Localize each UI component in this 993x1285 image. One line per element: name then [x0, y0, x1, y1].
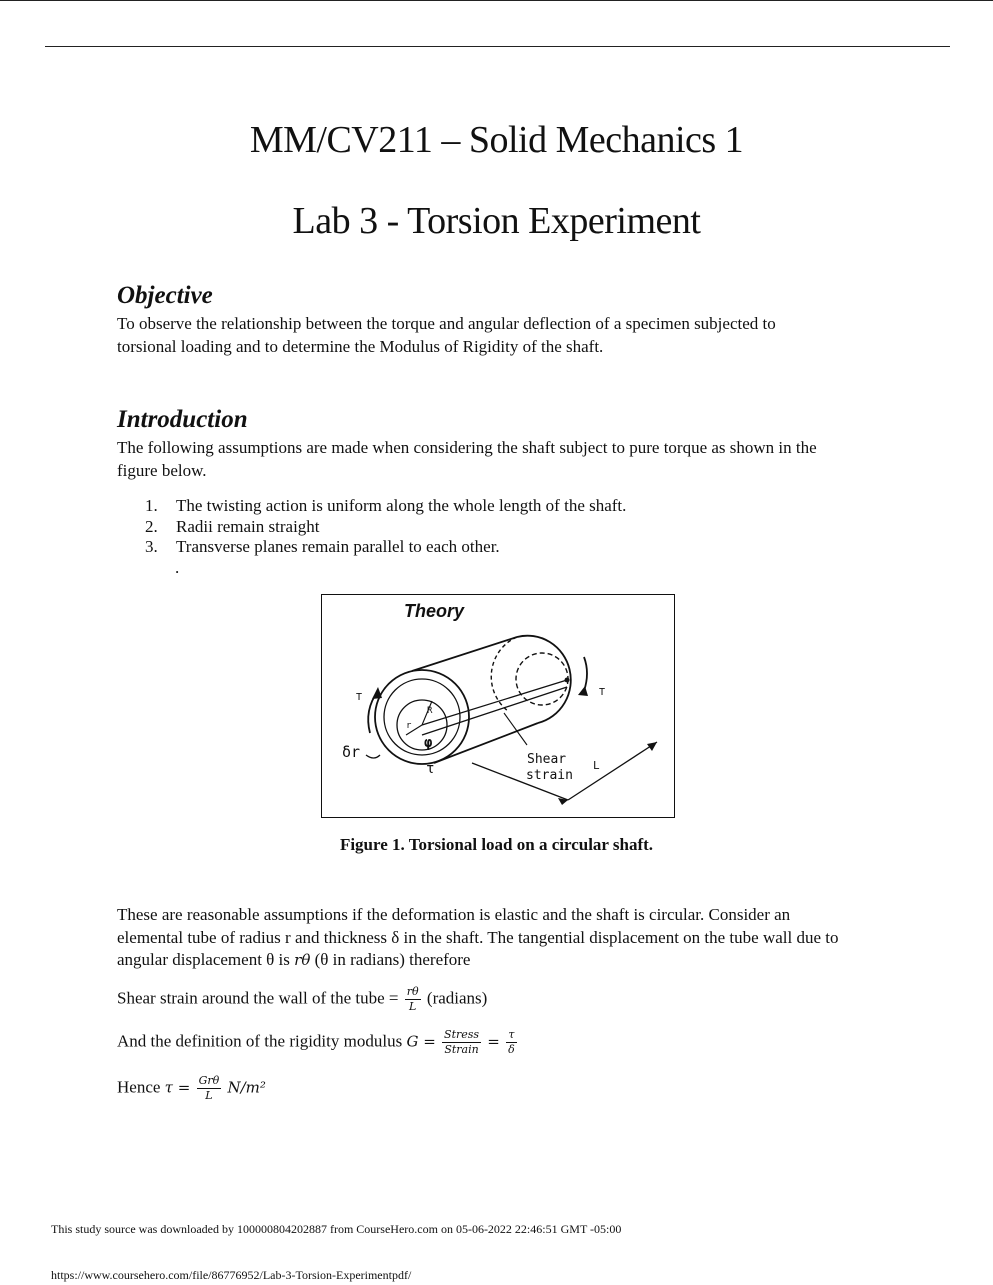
introduction-heading: Introduction	[117, 406, 248, 433]
label-strain: strain	[526, 768, 573, 783]
torque-right-arrow-arc	[584, 657, 587, 691]
label-small-r: r	[406, 721, 412, 731]
shear-strain-equation: Shear strain around the wall of the tube = $\frac{r\theta}{L}$ (radians)	[117, 985, 488, 1013]
label-big-r: R	[427, 706, 433, 716]
stress-strain-fraction: $\frac{\text{Stress}}{\text{Strain}}$	[444, 1028, 480, 1056]
label-shear: Shear	[527, 752, 567, 767]
header-rule	[45, 46, 950, 47]
objective-line-2: torsional loading and to determine the Modulus of Rigidity of the shaft.	[117, 336, 604, 356]
body-paragraph	[117, 904, 917, 972]
introduction-line-2: figure below.	[117, 460, 207, 480]
hence-fraction: $\frac{\text{Grθ}}{L}$	[198, 1074, 220, 1102]
objective-paragraph	[117, 313, 897, 358]
list-item: 2. Radii remain straight	[145, 516, 320, 536]
label-length: L	[593, 759, 600, 772]
hence-equation: Hence τ = $\frac{\text{Grθ}}{L}$ N/m²	[117, 1074, 266, 1102]
label-t-right: T	[599, 687, 606, 698]
inner-tube-dashed	[516, 653, 568, 705]
far-end-arc	[517, 636, 571, 723]
introduction-paragraph	[117, 437, 897, 482]
torque-left-arrowhead	[372, 687, 382, 699]
source-url[interactable]: https://www.coursehero.com/file/86776952/Lab-3-Torsion-Experimentpdf/	[51, 1268, 412, 1282]
label-tau: τ	[426, 761, 435, 777]
tube-point	[565, 678, 570, 683]
course-title: MM/CV211 – Solid Mechanics 1	[249, 119, 744, 161]
figure-title: Theory	[404, 601, 465, 621]
stray-dot: .	[175, 558, 180, 577]
introduction-line-1: The following assumptions are made when considering the shaft subject to pure torque as shown in the	[117, 438, 817, 457]
objective-heading: Objective	[117, 282, 213, 309]
shaft-radius-line	[422, 680, 567, 725]
length-arrowhead-right	[647, 742, 657, 751]
shaft-radius-line-2	[422, 687, 567, 735]
tau-delta-fraction: $\frac{\tau}{\delta}$	[508, 1028, 515, 1056]
figure-caption: Figure 1. Torsional load on a circular shaft.	[339, 835, 654, 854]
length-dim-line	[568, 742, 657, 800]
objective-line-1: To observe the relationship between the torque and angular deflection of a specimen subjected to	[117, 314, 776, 333]
label-delta-r: δr	[342, 743, 361, 761]
top-border-line	[0, 0, 993, 1]
label-t-left: T	[356, 692, 363, 703]
assumption-list	[145, 496, 626, 558]
lab-title: Lab 3 - Torsion Experiment	[292, 200, 701, 242]
torque-right-arrowhead	[578, 686, 588, 696]
download-note: This study source was downloaded by 100000804202887 from CourseHero.com on 05-06-2022 22:46:51 GMT -05:00	[51, 1222, 622, 1236]
delta-r-curve	[366, 755, 380, 758]
torsion-figure	[321, 594, 675, 818]
list-item: 3. Transverse planes remain parallel to each other.	[145, 537, 500, 556]
body-line-3: angular displacement θ is rθ (θ in radians) therefore	[117, 950, 471, 969]
label-phi: φ	[424, 735, 433, 751]
cylinder-top-edge	[412, 637, 517, 671]
shear-fraction: $\frac{r\theta}{L}$	[406, 985, 419, 1013]
list-item: 1. The twisting action is uniform along the whole length of the shaft.	[145, 496, 627, 515]
body-line-1: These are reasonable assumptions if the deformation is elastic and the shaft is circular. Consider an	[117, 905, 791, 924]
torsion-diagram	[322, 595, 674, 817]
body-line-2: elemental tube of radius r and thickness δ in the shaft. The tangential displacement on the tube wall due to	[117, 927, 839, 947]
rigidity-equation: And the definition of the rigidity modulus G = $\frac{\text{Stress}}{\text{Strain}}$ = $\frac{\tau}{\delta}$	[117, 1028, 515, 1056]
